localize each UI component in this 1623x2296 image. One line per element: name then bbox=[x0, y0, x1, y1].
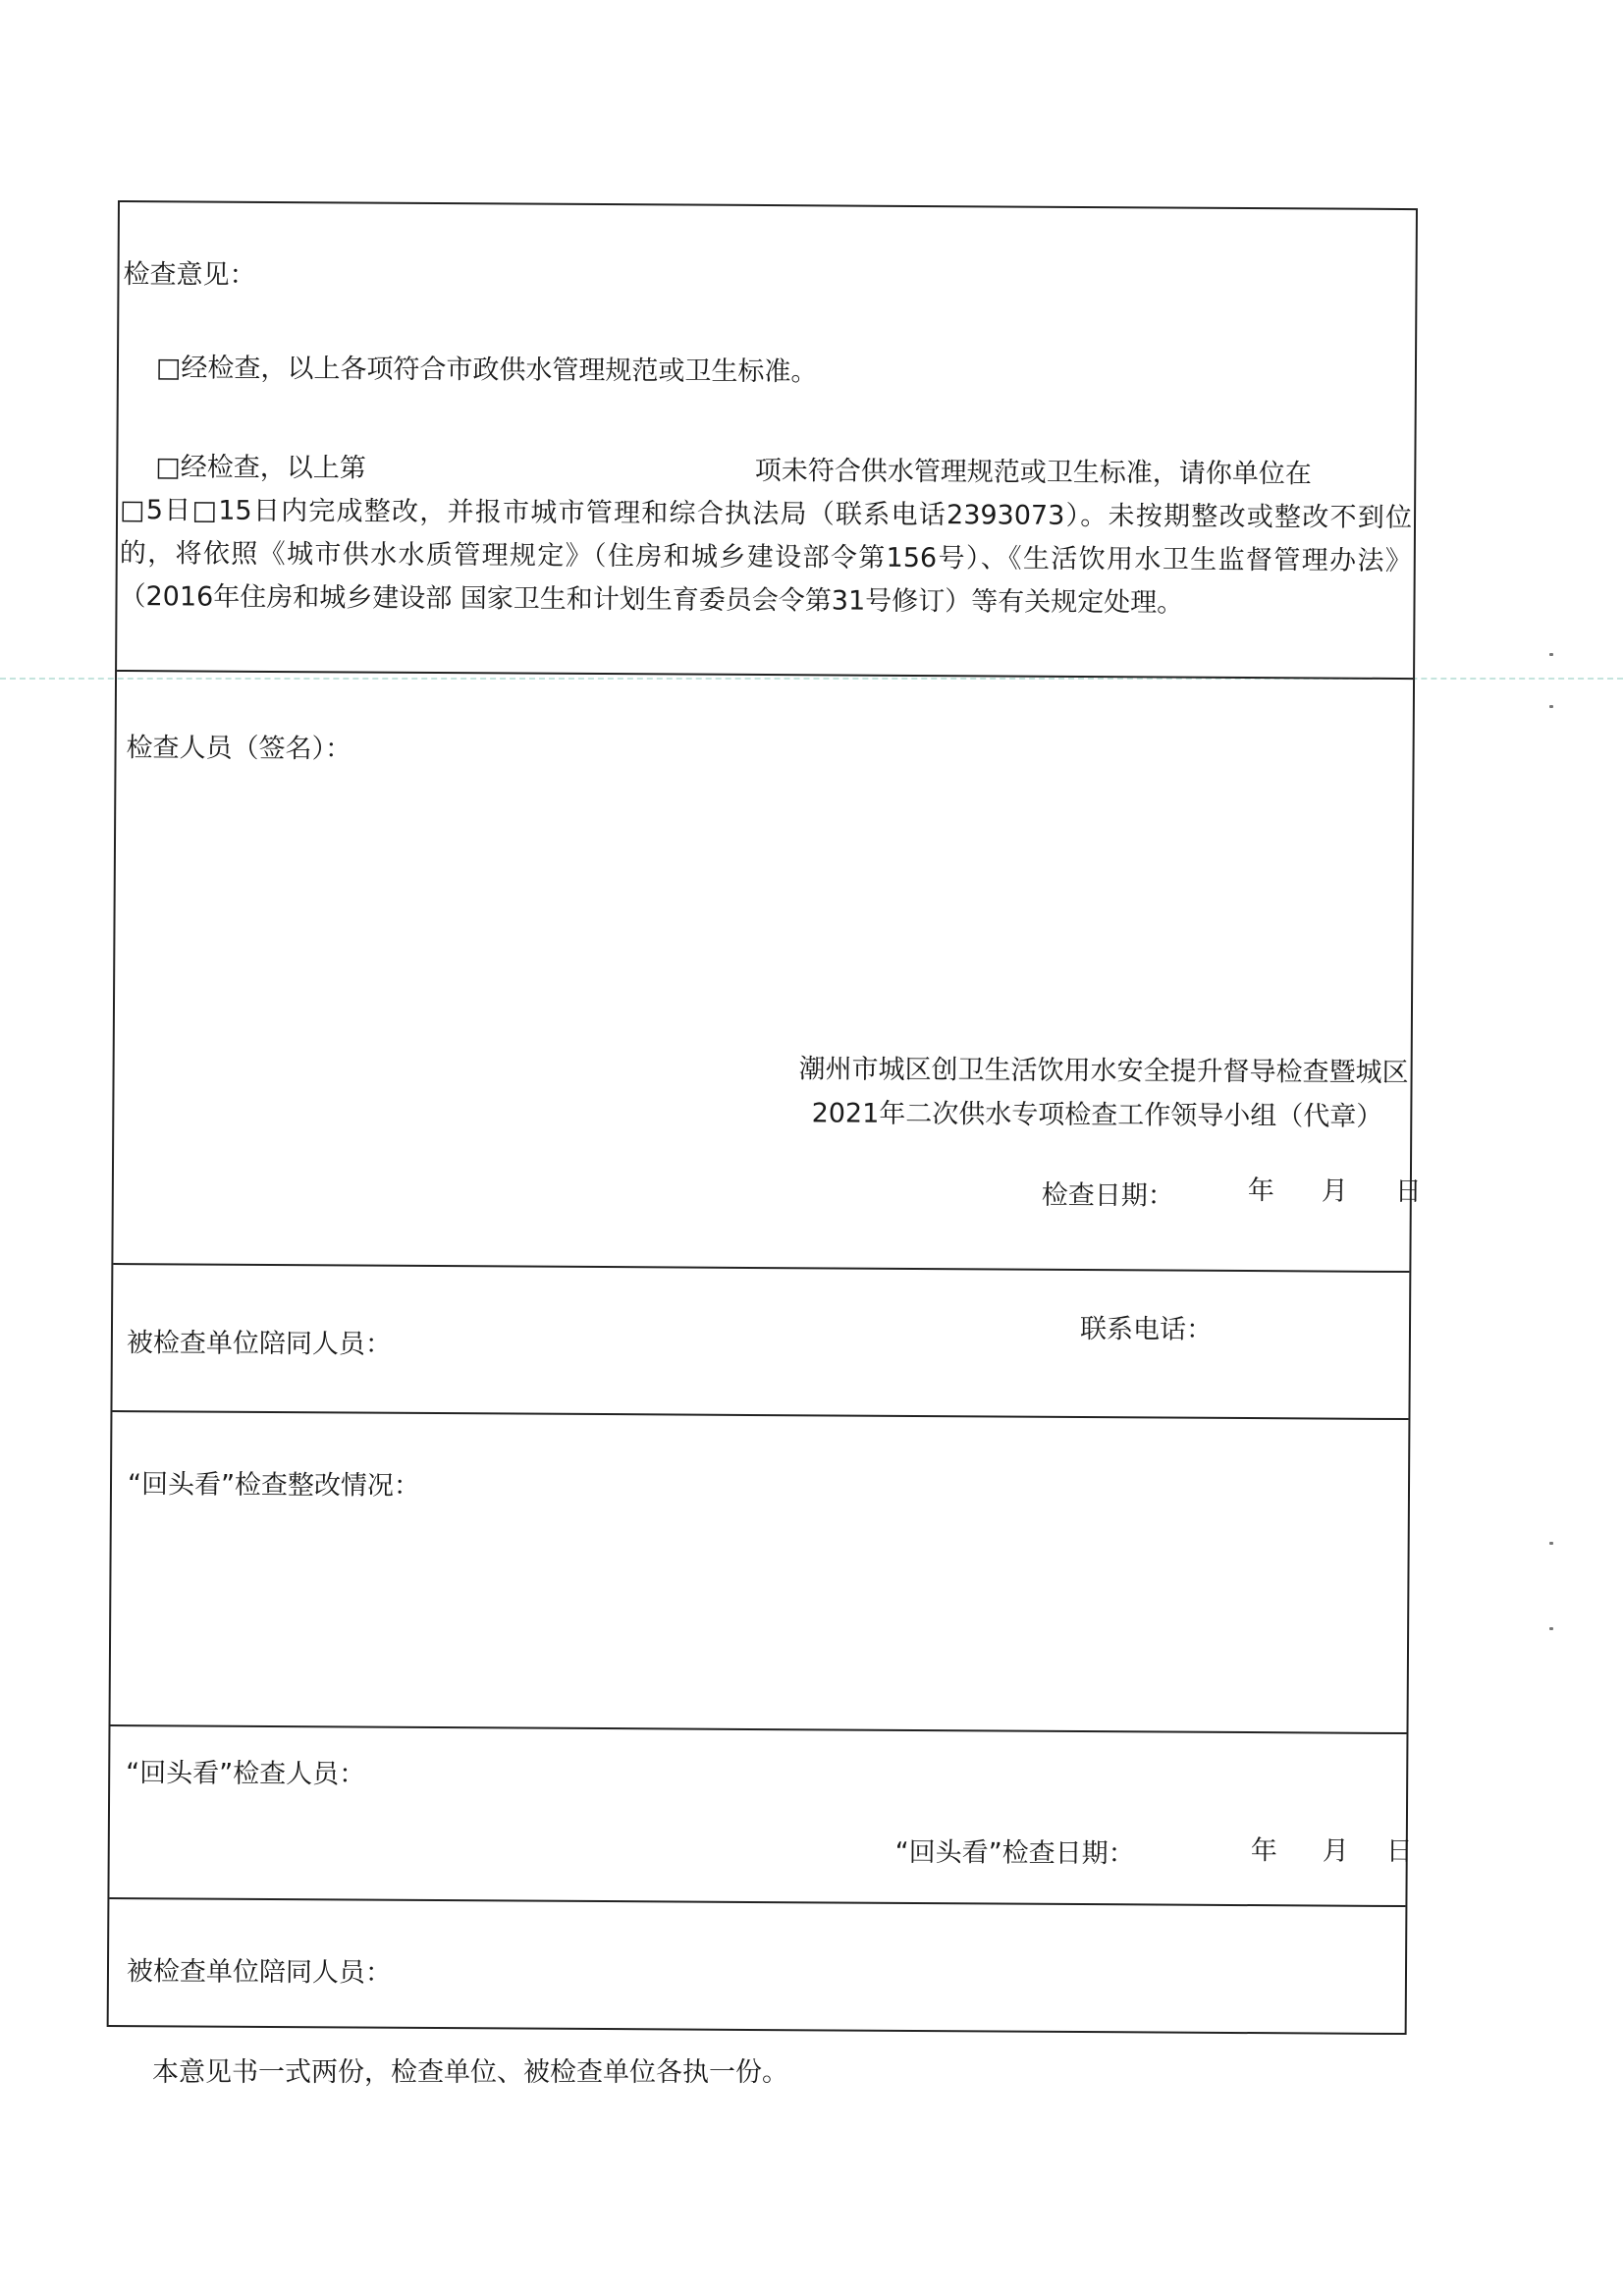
review-status-section bbox=[111, 1410, 1409, 1732]
review-date-month: 月 bbox=[1322, 1835, 1349, 1867]
opinion-section bbox=[117, 202, 1416, 678]
option-compliant[interactable]: □经检查，以上各项符合市政供水管理规范或卫生标准。 bbox=[155, 353, 818, 388]
scan-speck bbox=[1549, 705, 1553, 708]
review-inspectors-section bbox=[109, 1724, 1413, 1905]
inspection-date-day: 日 bbox=[1394, 1175, 1422, 1208]
escort-label: 被检查单位陪同人员： bbox=[126, 1328, 392, 1360]
review-date-label: “回头看”检查日期： bbox=[894, 1836, 1135, 1870]
inspectors-signature-label: 检查人员（签名）： bbox=[126, 733, 352, 765]
option-noncompliant-suffix: 项未符合供水管理规范或卫生标准，请你单位在 bbox=[754, 455, 1312, 490]
inspectors-section bbox=[113, 670, 1422, 1271]
footer-note: 本意见书一式两份，检查单位、被检查单位各执一份。 bbox=[152, 2057, 788, 2088]
escort-section bbox=[112, 1263, 1409, 1418]
review-status-label: “回头看”检查整改情况： bbox=[127, 1469, 421, 1502]
review-date-year: 年 bbox=[1250, 1835, 1277, 1867]
scan-speck bbox=[1549, 1542, 1553, 1545]
escort2-section bbox=[109, 1897, 1406, 2037]
inspection-date-month: 月 bbox=[1321, 1175, 1348, 1207]
phone-label: 联系电话： bbox=[1079, 1314, 1214, 1345]
scan-speck bbox=[1549, 1627, 1553, 1630]
review-inspectors-label: “回头看”检查人员： bbox=[126, 1758, 366, 1790]
scan-speck bbox=[1549, 653, 1553, 656]
opinion-title: 检查意见： bbox=[123, 259, 256, 291]
org-name-line2: 2021年二次供水专项检查工作领导小组（代章） bbox=[811, 1098, 1383, 1132]
option-noncompliant-prefix[interactable]: □经检查，以上第 bbox=[155, 452, 366, 484]
escort2-label: 被检查单位陪同人员： bbox=[126, 1956, 393, 1989]
item-number-blank bbox=[366, 477, 755, 479]
org-name-line1: 潮州市城区创卫生活饮用水安全提升督导检查暨城区 bbox=[798, 1054, 1409, 1089]
option-noncompliant-body: □5日□15日内完成整改，并报市城市管理和综合执法局（联系电话2393073）。未按期整改或整改不到位的，将依照《城市供水水质管理规定》（住房和城乡建设部令第156号）、《生活饮用水卫生监督管理办法》（2016年住房和城乡建设部 国家卫生和计划生育委员会令第31号修订）等有关规定处理。 bbox=[119, 495, 1413, 619]
inspection-date-year: 年 bbox=[1247, 1175, 1274, 1207]
inspection-date-label: 检查日期： bbox=[1041, 1179, 1174, 1212]
option-noncompliant-first-line bbox=[120, 446, 1412, 497]
review-date-day: 日 bbox=[1385, 1835, 1413, 1868]
option-noncompliant bbox=[119, 446, 1412, 627]
inspection-form bbox=[107, 200, 1422, 2035]
